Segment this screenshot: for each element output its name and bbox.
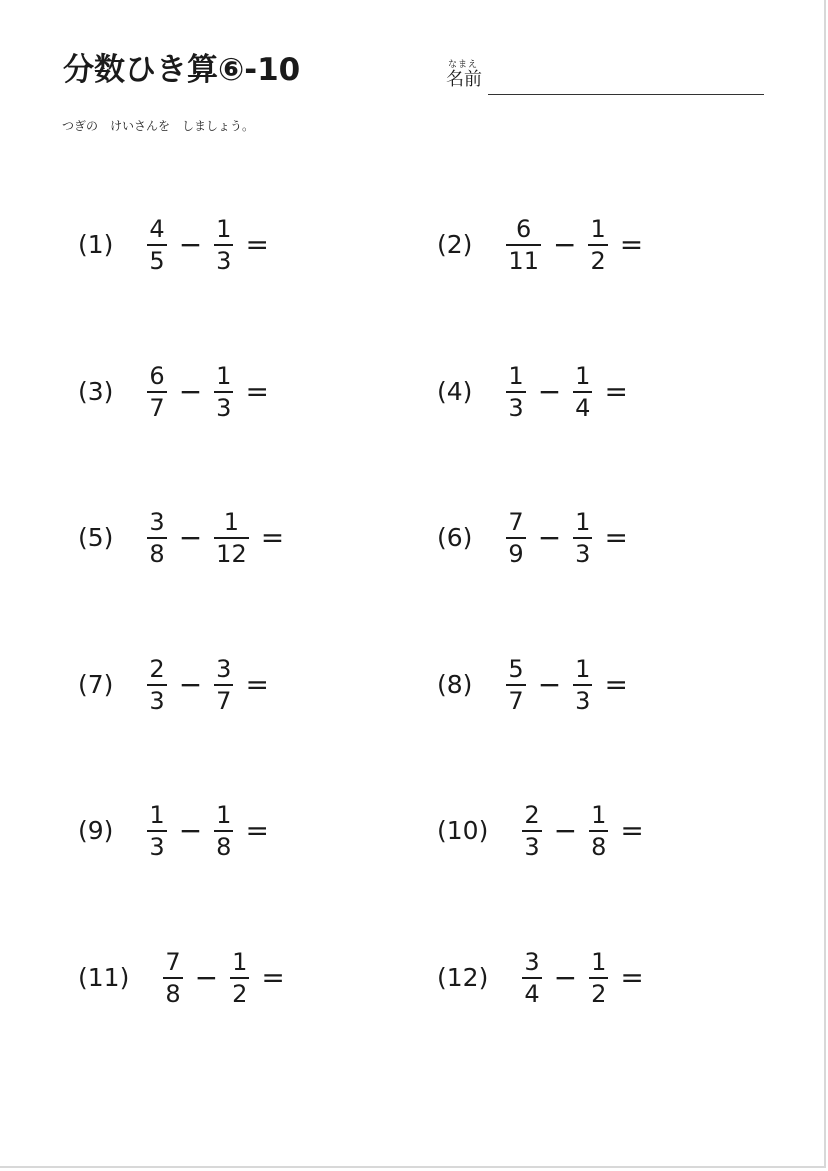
- denominator: 4: [524, 980, 540, 1008]
- numerator: 7: [165, 948, 181, 976]
- fraction-subtrahend: [588, 216, 607, 274]
- fraction-minuend: [147, 802, 166, 860]
- numerator: 2: [524, 801, 540, 829]
- denominator: 3: [216, 247, 232, 275]
- fraction-subtrahend: [214, 509, 249, 567]
- name-ruby: なまえ: [448, 60, 479, 70]
- problem-3: [78, 362, 269, 422]
- minus-sign: −: [553, 961, 578, 994]
- minus-sign: −: [178, 521, 203, 554]
- problem-number: (10): [437, 816, 489, 845]
- numerator: 1: [149, 801, 165, 829]
- fraction-minuend: [147, 216, 166, 274]
- equals-sign: =: [245, 375, 269, 408]
- denominator: 3: [216, 394, 232, 422]
- problem-2: [437, 215, 643, 275]
- numerator: 1: [232, 948, 248, 976]
- equals-sign: =: [604, 521, 628, 554]
- problem-number: (5): [78, 523, 114, 552]
- equals-sign: =: [260, 521, 285, 554]
- problem-number: (1): [78, 230, 114, 259]
- numerator: 1: [591, 801, 607, 829]
- denominator: 3: [575, 540, 591, 568]
- problem-number: (9): [78, 816, 114, 845]
- equals-sign: =: [619, 228, 644, 261]
- fraction-minuend: [506, 509, 525, 567]
- fraction-subtrahend: [214, 216, 233, 274]
- problem-number: (3): [78, 377, 114, 406]
- denominator: 3: [575, 687, 591, 715]
- numerator: 1: [591, 948, 607, 976]
- equals-sign: =: [604, 668, 628, 701]
- fraction-subtrahend: [214, 802, 233, 860]
- numerator: 1: [508, 362, 524, 390]
- denominator: 3: [524, 833, 540, 861]
- denominator: 3: [149, 833, 165, 861]
- denominator: 2: [232, 980, 248, 1008]
- problem-5: [78, 508, 284, 568]
- denominator: 3: [149, 687, 165, 715]
- name-field: [446, 60, 766, 96]
- minus-sign: −: [178, 814, 203, 847]
- numerator: 1: [216, 362, 232, 390]
- minus-sign: −: [552, 228, 577, 261]
- fraction-subtrahend: [573, 509, 592, 567]
- denominator: 8: [591, 833, 607, 861]
- numerator: 1: [575, 362, 591, 390]
- denominator: 8: [149, 540, 165, 568]
- numerator: 3: [524, 948, 540, 976]
- equals-sign: =: [261, 961, 285, 994]
- fraction-subtrahend: [573, 363, 592, 421]
- instruction-text: つぎの けいさんを しましょう。: [62, 119, 255, 133]
- equals-sign: =: [245, 814, 269, 847]
- fraction-subtrahend: [214, 363, 233, 421]
- denominator: 11: [508, 247, 539, 275]
- numerator: 7: [508, 508, 524, 536]
- equals-sign: =: [620, 961, 644, 994]
- numerator: 3: [149, 508, 165, 536]
- fraction-minuend: [163, 949, 182, 1007]
- denominator: 9: [508, 540, 524, 568]
- fraction-minuend: [506, 656, 525, 714]
- problem-number: (11): [78, 963, 130, 992]
- problem-7: [78, 655, 269, 715]
- numerator: 2: [149, 655, 165, 683]
- numerator: 1: [223, 508, 240, 536]
- denominator: 4: [575, 394, 591, 422]
- problem-1: [78, 215, 269, 275]
- numerator: 1: [575, 655, 591, 683]
- minus-sign: −: [178, 668, 203, 701]
- denominator: 8: [165, 980, 181, 1008]
- fraction-minuend: [147, 509, 166, 567]
- equals-sign: =: [245, 228, 269, 261]
- equals-sign: =: [604, 375, 628, 408]
- fraction-subtrahend: [589, 949, 608, 1007]
- minus-sign: −: [537, 375, 562, 408]
- minus-sign: −: [194, 961, 219, 994]
- minus-sign: −: [537, 521, 562, 554]
- denominator: 2: [591, 980, 607, 1008]
- numerator: 6: [149, 362, 165, 390]
- numerator: 6: [516, 215, 532, 243]
- numerator: 4: [149, 215, 165, 243]
- problem-number: (4): [437, 377, 473, 406]
- problem-6: [437, 508, 628, 568]
- minus-sign: −: [553, 814, 578, 847]
- fraction-subtrahend: [573, 656, 592, 714]
- equals-sign: =: [245, 668, 269, 701]
- fraction-subtrahend: [214, 656, 233, 714]
- equals-sign: =: [620, 814, 644, 847]
- problem-10: [437, 801, 644, 861]
- fraction-minuend: [506, 363, 525, 421]
- fraction-minuend: [506, 216, 541, 274]
- problem-12: [437, 948, 644, 1008]
- denominator: 3: [508, 394, 524, 422]
- problem-11: [78, 948, 285, 1008]
- denominator: 8: [216, 833, 232, 861]
- minus-sign: −: [178, 228, 203, 261]
- problem-number: (8): [437, 670, 473, 699]
- fraction-minuend: [147, 656, 166, 714]
- minus-sign: −: [537, 668, 562, 701]
- fraction-minuend: [147, 363, 166, 421]
- problem-number: (12): [437, 963, 489, 992]
- name-label: 名前: [446, 69, 482, 90]
- minus-sign: −: [178, 375, 203, 408]
- numerator: 5: [508, 655, 524, 683]
- numerator: 1: [575, 508, 591, 536]
- name-write-line[interactable]: [488, 94, 764, 95]
- problem-number: (7): [78, 670, 114, 699]
- denominator: 2: [590, 247, 606, 275]
- fraction-minuend: [522, 802, 541, 860]
- problem-number: (2): [437, 230, 473, 259]
- problem-number: (6): [437, 523, 473, 552]
- denominator: 7: [508, 687, 524, 715]
- problem-9: [78, 801, 269, 861]
- numerator: 3: [216, 655, 232, 683]
- problem-8: [437, 655, 628, 715]
- denominator: 7: [216, 687, 232, 715]
- fraction-subtrahend: [589, 802, 608, 860]
- problem-4: [437, 362, 628, 422]
- denominator: 7: [149, 394, 165, 422]
- numerator: 1: [216, 801, 232, 829]
- denominator: 12: [216, 540, 247, 568]
- worksheet-title: 分数ひき算⑥-10: [63, 52, 301, 88]
- denominator: 5: [149, 247, 165, 275]
- fraction-minuend: [522, 949, 541, 1007]
- numerator: 1: [590, 215, 606, 243]
- fraction-subtrahend: [230, 949, 249, 1007]
- numerator: 1: [216, 215, 232, 243]
